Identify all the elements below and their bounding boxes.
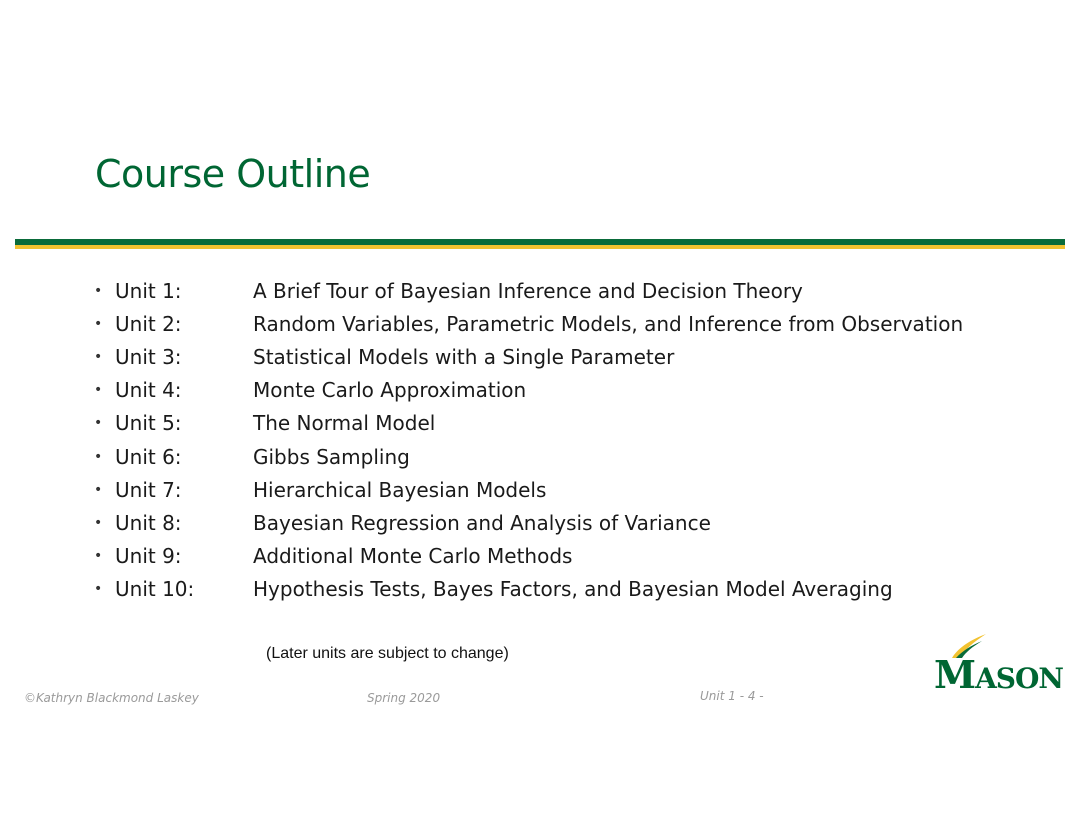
unit-label: Unit 1: <box>115 278 182 303</box>
unit-topic: A Brief Tour of Bayesian Inference and Decision Theory <box>253 278 803 303</box>
bullet-icon: • <box>94 514 103 531</box>
unit-topic: Monte Carlo Approximation <box>253 378 527 403</box>
list-item <box>94 340 1054 373</box>
unit-label: Unit 4: <box>115 378 182 403</box>
bullet-icon: • <box>94 448 103 465</box>
unit-label: Unit 7: <box>115 477 182 502</box>
unit-label: Unit 8: <box>115 510 182 535</box>
unit-label: Unit 10: <box>115 577 195 602</box>
unit-topic: Hypothesis Tests, Bayes Factors, and Bayesian Model Averaging <box>253 577 893 602</box>
bullet-icon: • <box>94 415 103 432</box>
list-item <box>94 573 1054 606</box>
unit-topic: Hierarchical Bayesian Models <box>253 477 547 502</box>
bullet-icon: • <box>94 348 103 365</box>
subject-to-change-note: (Later units are subject to change) <box>266 645 509 662</box>
bullet-icon: • <box>94 382 103 399</box>
list-item <box>94 407 1054 440</box>
bullet-icon: • <box>94 581 103 598</box>
title-divider-gold <box>15 245 1065 249</box>
unit-topic: Additional Monte Carlo Methods <box>253 544 573 569</box>
list-item <box>94 274 1054 307</box>
mason-logo <box>934 632 1064 697</box>
list-item <box>94 307 1054 340</box>
footer-copyright: ©Kathryn Blackmond Laskey <box>24 691 199 705</box>
unit-topic: Gibbs Sampling <box>253 444 410 469</box>
bullet-icon: • <box>94 315 103 332</box>
footer-term: Spring 2020 <box>367 691 441 705</box>
unit-label: Unit 6: <box>115 444 182 469</box>
logo-wordmark: MASON <box>934 652 1064 697</box>
unit-label: Unit 2: <box>115 311 182 336</box>
list-item <box>94 374 1054 407</box>
slide-title: Course Outline <box>95 152 371 196</box>
footer-page-number: Unit 1 - 4 - <box>700 689 764 703</box>
unit-label: Unit 9: <box>115 544 182 569</box>
unit-topic: Statistical Models with a Single Parameter <box>253 344 675 369</box>
list-item <box>94 473 1054 506</box>
course-outline-list <box>94 274 1054 606</box>
list-item <box>94 440 1054 473</box>
bullet-icon: • <box>94 548 103 565</box>
unit-label: Unit 3: <box>115 344 182 369</box>
bullet-icon: • <box>94 282 103 299</box>
bullet-icon: • <box>94 481 103 498</box>
list-item <box>94 540 1054 573</box>
list-item <box>94 506 1054 539</box>
unit-topic: Random Variables, Parametric Models, and Inference from Observation <box>253 311 964 336</box>
unit-topic: Bayesian Regression and Analysis of Variance <box>253 510 711 535</box>
unit-topic: The Normal Model <box>253 411 436 436</box>
unit-label: Unit 5: <box>115 411 182 436</box>
